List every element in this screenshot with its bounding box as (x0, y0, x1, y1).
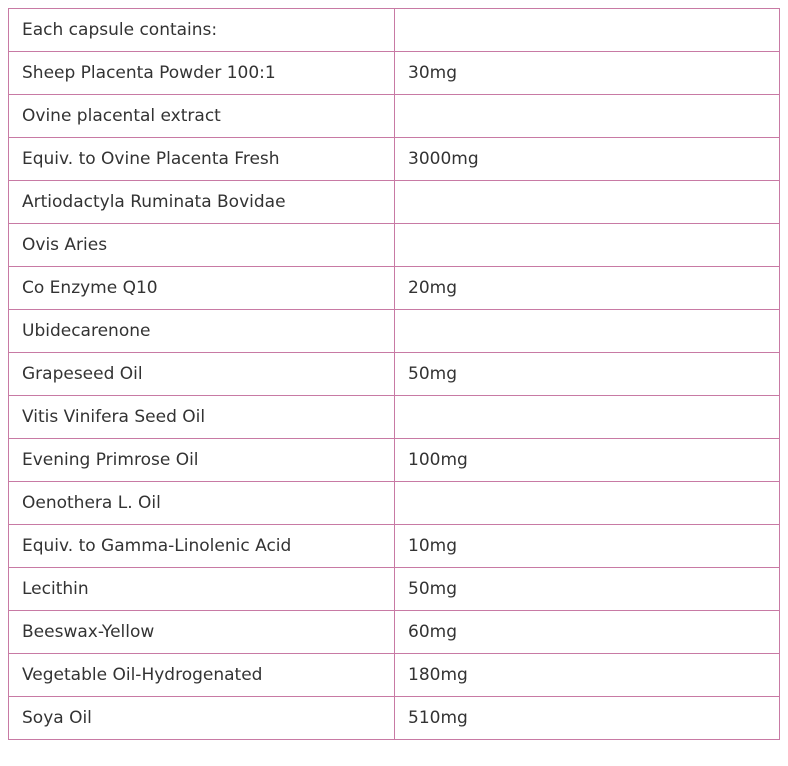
ingredient-amount-cell: 100mg (395, 439, 780, 482)
table-row (9, 224, 780, 267)
ingredient-amount-cell (395, 95, 780, 138)
ingredient-amount-cell: 60mg (395, 611, 780, 654)
table-row (9, 9, 780, 52)
ingredient-name-cell: Equiv. to Gamma-Linolenic Acid (9, 525, 395, 568)
table-row (9, 52, 780, 95)
ingredient-amount-cell: 50mg (395, 353, 780, 396)
ingredient-name-cell: Ovis Aries (9, 224, 395, 267)
ingredient-name-cell: Equiv. to Ovine Placenta Fresh (9, 138, 395, 181)
table-row (9, 353, 780, 396)
ingredient-name-cell: Grapeseed Oil (9, 353, 395, 396)
ingredients-table (8, 8, 780, 740)
table-row (9, 482, 780, 525)
table-row (9, 310, 780, 353)
table-row (9, 267, 780, 310)
table-row (9, 439, 780, 482)
ingredient-amount-cell: 10mg (395, 525, 780, 568)
ingredient-amount-cell (395, 224, 780, 267)
ingredient-name-cell: Soya Oil (9, 697, 395, 740)
table-row (9, 138, 780, 181)
ingredient-amount-cell (395, 396, 780, 439)
table-row (9, 568, 780, 611)
ingredients-table-container (8, 8, 780, 740)
ingredient-amount-cell: 510mg (395, 697, 780, 740)
ingredient-amount-cell (395, 310, 780, 353)
table-row (9, 654, 780, 697)
ingredient-name-cell: Oenothera L. Oil (9, 482, 395, 525)
ingredient-name-cell: Lecithin (9, 568, 395, 611)
ingredient-name-cell: Co Enzyme Q10 (9, 267, 395, 310)
ingredient-name-cell: Vitis Vinifera Seed Oil (9, 396, 395, 439)
table-row (9, 697, 780, 740)
ingredient-name-cell: Each capsule contains: (9, 9, 395, 52)
table-row (9, 95, 780, 138)
ingredients-table-body (9, 9, 780, 740)
ingredient-amount-cell (395, 482, 780, 525)
ingredient-amount-cell: 3000mg (395, 138, 780, 181)
table-row (9, 396, 780, 439)
ingredient-name-cell: Ovine placental extract (9, 95, 395, 138)
ingredient-amount-cell: 180mg (395, 654, 780, 697)
table-row (9, 611, 780, 654)
ingredient-name-cell: Vegetable Oil-Hydrogenated (9, 654, 395, 697)
table-row (9, 525, 780, 568)
ingredient-name-cell: Beeswax-Yellow (9, 611, 395, 654)
ingredient-name-cell: Ubidecarenone (9, 310, 395, 353)
table-row (9, 181, 780, 224)
ingredient-amount-cell (395, 9, 780, 52)
ingredient-amount-cell: 20mg (395, 267, 780, 310)
ingredient-amount-cell: 50mg (395, 568, 780, 611)
ingredient-name-cell: Artiodactyla Ruminata Bovidae (9, 181, 395, 224)
ingredient-name-cell: Sheep Placenta Powder 100:1 (9, 52, 395, 95)
ingredient-name-cell: Evening Primrose Oil (9, 439, 395, 482)
ingredient-amount-cell: 30mg (395, 52, 780, 95)
ingredient-amount-cell (395, 181, 780, 224)
